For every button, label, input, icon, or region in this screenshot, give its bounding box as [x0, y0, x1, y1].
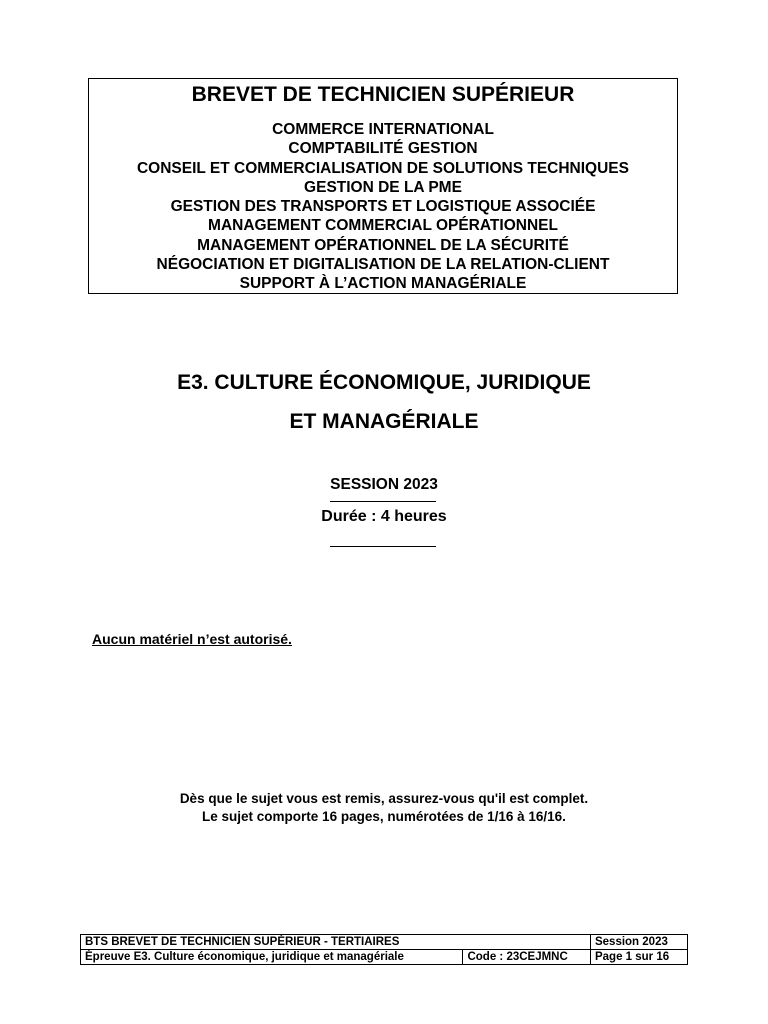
footer-row	[81, 950, 688, 965]
program-list	[89, 120, 677, 294]
footer-program: BTS BREVET DE TECHNICIEN SUPÉRIEUR - TERTIAIRES	[81, 935, 591, 950]
divider	[330, 546, 436, 547]
program-item: GESTION DES TRANSPORTS ET LOGISTIQUE ASSOCIÉE	[170, 198, 596, 216]
diploma-title: BREVET DE TECHNICIEN SUPÉRIEUR	[191, 83, 575, 106]
header-box	[88, 78, 678, 294]
program-item: SUPPORT À L’ACTION MANAGÉRIALE	[239, 275, 527, 293]
footer-session: Session 2023	[590, 935, 687, 950]
program-item: NÉGOCIATION ET DIGITALISATION DE LA RELATION-CLIENT	[156, 256, 610, 274]
footer-table	[80, 934, 688, 965]
program-item: MANAGEMENT COMMERCIAL OPÉRATIONNEL	[208, 217, 558, 235]
notice-line: Dès que le sujet vous est remis, assurez-vous qu'il est complet.	[179, 791, 589, 806]
exam-title-line2: ET MANAGÉRIALE	[289, 410, 479, 433]
footer-code: Code : 23CEJMNC	[463, 950, 591, 965]
notice-line: Le sujet comporte 16 pages, numérotées de 1/16 à 16/16.	[202, 809, 566, 824]
exam-title-line1: E3. CULTURE ÉCONOMIQUE, JURIDIQUE	[177, 371, 591, 394]
materiel-notice: Aucun matériel n’est autorisé.	[92, 631, 292, 647]
duration-label: Durée : 4 heures	[321, 508, 447, 525]
divider	[330, 501, 436, 502]
footer-exam: Épreuve E3. Culture économique, juridique et managériale	[81, 950, 463, 965]
program-item: COMMERCE INTERNATIONAL	[272, 121, 494, 138]
completeness-notice	[0, 790, 768, 826]
session-label: SESSION 2023	[330, 476, 438, 493]
program-item: GESTION DE LA PME	[304, 178, 462, 196]
program-item: MANAGEMENT OPÉRATIONNEL DE LA SÉCURITÉ	[197, 236, 569, 254]
program-item: CONSEIL ET COMMERCIALISATION DE SOLUTIONS TECHNIQUES	[136, 159, 629, 177]
program-item: COMPTABILITÉ GESTION	[288, 140, 478, 158]
footer-row	[81, 935, 688, 950]
footer-page: Page 1 sur 16	[590, 950, 687, 965]
